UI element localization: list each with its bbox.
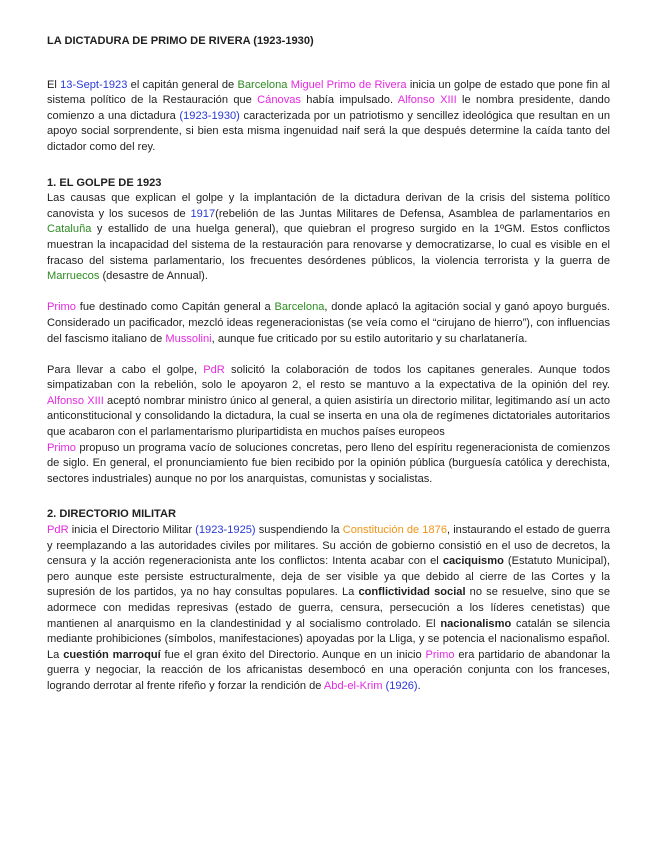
- place-highlight: Cataluña: [47, 223, 92, 236]
- text: y estallido de una huelga general), que quiebran el progreso surgido en la 1ºGM. Estos conflictos muestran la incapacidad del sistema de la restauración para renovarse y democratizarse, lo cual es visible en el fracaso del sistema parlamentario, los frecuentes desórdenes públicos, la violencia terrorista y la guerra de: [47, 223, 610, 267]
- document-title: LA DICTADURA DE PRIMO DE RIVERA (1923-1930): [47, 35, 314, 47]
- keyword-bold: conflictividad social: [358, 586, 466, 599]
- paragraph-programa: [47, 441, 610, 488]
- place-highlight: Barcelona: [274, 301, 325, 314]
- text: le nombra presidente, dando comienzo a una dictadura: [47, 94, 611, 122]
- date-highlight: (1923-1925): [195, 524, 256, 537]
- text: solicitó la colaboración de todos los capitanes generales. Aunque todos simpatizaban con la rebelión, solo le apoyaron 2, el resto se mantuvo a la expectativa de la opinión del rey.: [47, 363, 610, 392]
- date-highlight: 13-Sept-1923: [60, 78, 128, 91]
- paragraph-primo: [47, 300, 610, 347]
- date-highlight: (1923-1930): [179, 109, 240, 122]
- person-highlight: Alfonso XIII: [47, 394, 104, 407]
- section-heading-golpe: 1. EL GOLPE DE 1923: [47, 176, 162, 189]
- text: Las causas que explican el golpe y la implantación de la dictadura derivan de la crisis del sistema político canovista y los sucesos de: [47, 192, 610, 220]
- text: , donde aplacó la agitación social y ganó apoyo burgués. Considerado un pacificador, mezcló ideas regeneracionistas (se veía como el “cirujano de hierro”), con influencias del fascismo italiano de: [47, 301, 610, 345]
- place-highlight: Barcelona: [237, 78, 288, 91]
- text: , instaurando el estado de guerra y reemplazando a las autoridades civiles por militares. Su acción de gobierno consistió en el uso de decretos, la censura y la acción regeneracionista ante los conflictos: Intenta acabar con el: [47, 524, 610, 568]
- person-highlight: Primo: [425, 648, 455, 661]
- text: suspendiendo la: [255, 524, 343, 537]
- text: el capitán general de: [127, 78, 238, 91]
- person-highlight: Miguel Primo de Rivera: [290, 78, 407, 91]
- section-heading-directorio: 2. DIRECTORIO MILITAR: [47, 508, 177, 521]
- text: no se resuelve, sino que se adormece con medidas represivas (estado de guerra, censura, persecución a los líderes cenetistas) que mantienen al anarquismo en la clandestinidad y al socialismo controlado. El: [47, 586, 610, 630]
- text: caracterizada por un patriotismo y sencillez ideológica que resultan en un apoyo social sorprendente, si bien esta misma ingenuidad naif será la que después determine la caída tanto del dictador como del rey.: [47, 109, 611, 153]
- text: , aunque fue criticado por su estilo autoritario y su charlatanería.: [211, 332, 528, 345]
- person-highlight: Abd-el-Krim: [323, 679, 383, 692]
- text: .: [417, 679, 421, 692]
- text: era partidario de abandonar la guerra y negociar, la reacción de los africanistas desembocó en una operación conjunta con los franceses, logrando derrotar al frente rifeño y forzar la rendición de: [47, 648, 610, 692]
- text: catalán se silencia mediante prohibiciones (símbolos, manifestaciones) apoyadas por la Lliga, y se potencia el nacionalismo español. La: [47, 617, 611, 661]
- text: fue destinado como Capitán general a: [75, 301, 275, 314]
- text: fue el gran éxito del Directorio. Aunque en un inicio: [160, 648, 426, 661]
- text: inicia el Directorio Militar: [68, 524, 196, 537]
- text: (Estatuto Municipal), pero aunque este persiste estructuralmente, deja de ser visible ya que debido al cierre de las Cortes y la supresión de los partidos, ya no hay consultas populares. La: [47, 555, 610, 599]
- intro-paragraph: [47, 78, 610, 156]
- paragraph-golpe: [47, 363, 610, 441]
- text: había impulsado.: [300, 94, 398, 107]
- keyword-bold: caciquismo: [442, 555, 504, 568]
- person-highlight: Cánovas: [257, 94, 301, 107]
- person-highlight: Alfonso XIII: [397, 94, 457, 107]
- person-highlight: PdR: [203, 363, 225, 376]
- text: (desastre de Annual).: [99, 270, 208, 283]
- text: aceptó nombrar ministro único al general, a quien asistiría un directorio militar, legitimando así un acto anticonstitucional y consolidando la dictadura, la cual se inserta en una ola de regímenes dictatoriales autoritarios que acabaron con el parlamentarismo pluripartidista en muchos países europeos: [47, 394, 610, 439]
- law-highlight: Constitución de 1876: [342, 524, 447, 537]
- paragraph-directorio: [47, 523, 610, 695]
- text: Para llevar a cabo el golpe,: [47, 363, 204, 376]
- date-highlight: 1917: [190, 207, 216, 220]
- text: inicia un golpe de estado que pone fin al sistema político de la Restauración que: [47, 78, 610, 107]
- person-highlight: Mussolini: [165, 332, 212, 345]
- keyword-bold: cuestión marroquí: [63, 648, 161, 661]
- keyword-bold: nacionalismo: [440, 617, 512, 630]
- place-highlight: Marruecos: [47, 270, 100, 283]
- paragraph-causes: [47, 191, 610, 285]
- text: (rebelión de las Juntas Militares de Defensa, Asamblea de parlamentarios en: [215, 207, 611, 220]
- person-highlight: Primo: [47, 301, 76, 314]
- date-highlight: (1926): [385, 679, 418, 692]
- text: El: [47, 78, 61, 91]
- text: propuso un programa vacío de soluciones concretas, pero lleno del espíritu regeneracionista de comienzos de siglo. En general, el pronunciamiento fue bien recibido por la opinión pública (burguesía católica y derechista, sectores industriales) aunque no por los anarquistas, comunistas y socialistas.: [47, 441, 610, 485]
- person-highlight: PdR: [47, 524, 69, 537]
- person-highlight: Primo: [47, 441, 76, 454]
